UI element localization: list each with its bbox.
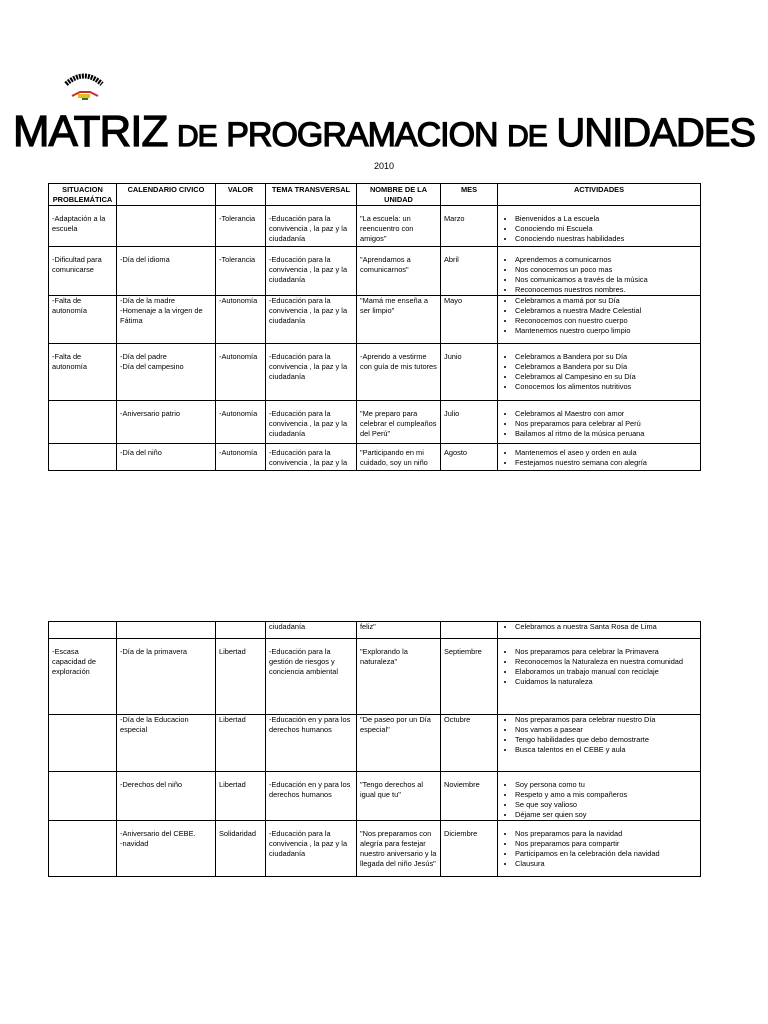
table-row bbox=[49, 206, 701, 247]
cell-unidad: "Explorando la naturaleza" bbox=[357, 639, 441, 715]
cell-situacion bbox=[49, 401, 117, 444]
activities-list bbox=[501, 715, 697, 755]
activity-item: • Nos preparamos para celebrar al Perú bbox=[515, 419, 697, 429]
cell-mes: Marzo bbox=[441, 206, 498, 247]
activity-item: • Bienvenidos a La escuela bbox=[515, 214, 697, 224]
cell-calendario: -Día del padre -Día del campesino bbox=[117, 344, 216, 401]
activity-item: • Nos preparamos para la navidad bbox=[515, 829, 697, 839]
cell-tema: -Educación para la convivencia , la paz y la ciudadanía bbox=[266, 344, 357, 401]
cell-unidad: -Aprendo a vestirme con guía de mis tutores bbox=[357, 344, 441, 401]
cell-mes: Diciembre bbox=[441, 821, 498, 877]
cell-calendario: -Día del idioma bbox=[117, 247, 216, 296]
title-word: MATRIZ bbox=[12, 107, 168, 156]
activity-item: • Clausura bbox=[515, 859, 697, 869]
cell-calendario: -Día de la Educacion especial bbox=[117, 715, 216, 772]
activities-list bbox=[501, 296, 697, 336]
activity-item: • Conocemos los alimentos nutritivos bbox=[515, 382, 697, 392]
activity-item: • Elaboramos un trabajo manual con reciclaje bbox=[515, 667, 697, 677]
cell-mes: Junio bbox=[441, 344, 498, 401]
title-word: PROGRAMACION bbox=[226, 116, 498, 154]
activity-item: • Participamos en la celebración dela navidad bbox=[515, 849, 697, 859]
activities-list bbox=[501, 622, 697, 632]
cell-mes: Octubre bbox=[441, 715, 498, 772]
cell-situacion: -Adaptación a la escuela bbox=[49, 206, 117, 247]
activity-item: • Aprendemos a comunicarnos bbox=[515, 255, 697, 265]
cell-actividades bbox=[498, 444, 701, 471]
activity-item: • Celebramos a Bandera por su Día bbox=[515, 362, 697, 372]
activities-list bbox=[501, 829, 697, 869]
cell-actividades bbox=[498, 247, 701, 296]
cell-tema: -Educación para la convivencia , la paz y la ciudadanía bbox=[266, 821, 357, 877]
activity-item: • Conociendo nuestras habilidades bbox=[515, 234, 697, 244]
cell-actividades bbox=[498, 622, 701, 639]
header-mes: MES bbox=[441, 184, 498, 206]
cell-tema: -Educación para la convivencia , la paz y la ciudadanía bbox=[266, 296, 357, 344]
cell-calendario: -Aniversario del CEBE. -navidad bbox=[117, 821, 216, 877]
cell-unidad: "Me preparo para celebrar el cumpleaños del Perú" bbox=[357, 401, 441, 444]
activity-item: • Celebramos a nuestra Santa Rosa de Lima bbox=[515, 622, 697, 632]
page-title bbox=[0, 107, 768, 157]
cell-actividades bbox=[498, 344, 701, 401]
table-row bbox=[49, 296, 701, 344]
activities-list bbox=[501, 255, 697, 295]
title-word: DE bbox=[507, 120, 547, 153]
activities-list bbox=[501, 214, 697, 244]
cell-actividades bbox=[498, 639, 701, 715]
cell-valor bbox=[216, 622, 266, 639]
activities-list bbox=[501, 647, 697, 687]
cell-situacion bbox=[49, 772, 117, 821]
cell-mes: Abril bbox=[441, 247, 498, 296]
activity-item: • Nos vamos a pasear bbox=[515, 725, 697, 735]
activity-item: • Nos conocemos un poco mas bbox=[515, 265, 697, 275]
cell-valor: -Tolerancia bbox=[216, 206, 266, 247]
cell-valor: Libertad bbox=[216, 715, 266, 772]
cell-situacion bbox=[49, 821, 117, 877]
activity-item: • Reconocemos nuestros nombres. bbox=[515, 285, 697, 295]
cell-calendario: -Aniversario patrio bbox=[117, 401, 216, 444]
cell-unidad: "Aprendamos a comunicarnos" bbox=[357, 247, 441, 296]
table-row bbox=[49, 444, 701, 471]
cell-tema: -Educación para la convivencia , la paz y la ciudadanía bbox=[266, 247, 357, 296]
table-row bbox=[49, 821, 701, 877]
cell-tema: ciudadanía bbox=[266, 622, 357, 639]
activity-item: • Bailamos al ritmo de la música peruana bbox=[515, 429, 697, 439]
school-logo-icon bbox=[60, 70, 108, 106]
cell-situacion bbox=[49, 444, 117, 471]
cell-actividades bbox=[498, 821, 701, 877]
activity-item: • Nos preparamos para celebrar nuestro Día bbox=[515, 715, 697, 725]
cell-situacion: -Falta de autonomía bbox=[49, 344, 117, 401]
cell-tema: -Educación en y para los derechos humanos bbox=[266, 772, 357, 821]
cell-mes: Mayo bbox=[441, 296, 498, 344]
cell-unidad: "Nos preparamos con alegría para festejar nuestro aniversario y la llegada del niño Jesús" bbox=[357, 821, 441, 877]
table-row bbox=[49, 401, 701, 444]
header-situacion: SITUACION PROBLEMÁTICA bbox=[49, 184, 117, 206]
title-word: DE bbox=[176, 120, 217, 153]
header-tema: TEMA TRANSVERSAL bbox=[266, 184, 357, 206]
cell-situacion: -Dificultad para comunicarse bbox=[49, 247, 117, 296]
activity-item: • Nos preparamos para compartir bbox=[515, 839, 697, 849]
cell-valor: Libertad bbox=[216, 772, 266, 821]
cell-mes bbox=[441, 622, 498, 639]
activity-item: • Celebramos a nuestra Madre Celestial bbox=[515, 306, 697, 316]
cell-valor: -Tolerancia bbox=[216, 247, 266, 296]
activity-item: • Reconocemos la Naturaleza en nuestra comunidad bbox=[515, 657, 697, 667]
activity-item: • Busca talentos en el CEBE y aula bbox=[515, 745, 697, 755]
cell-actividades bbox=[498, 401, 701, 444]
header-calendario: CALENDARIO CIVICO bbox=[117, 184, 216, 206]
cell-unidad: "La escuela: un reencuentro con amigos" bbox=[357, 206, 441, 247]
activities-list bbox=[501, 780, 697, 820]
cell-mes: Julio bbox=[441, 401, 498, 444]
activities-list bbox=[501, 409, 697, 439]
table-row bbox=[49, 639, 701, 715]
activities-list bbox=[501, 448, 697, 468]
cell-actividades bbox=[498, 296, 701, 344]
cell-valor: -Autonomía bbox=[216, 344, 266, 401]
cell-calendario: -Día de la madre -Homenaje a la virgen de Fátima bbox=[117, 296, 216, 344]
cell-mes: Noviembre bbox=[441, 772, 498, 821]
cell-valor: Solidaridad bbox=[216, 821, 266, 877]
activity-item: • Déjame ser quien soy bbox=[515, 810, 697, 820]
header-unidad: NOMBRE DE LA UNIDAD bbox=[357, 184, 441, 206]
activity-item: • Celebramos al Campesino en su Día bbox=[515, 372, 697, 382]
activity-item: • Celebramos a mamá por su Día bbox=[515, 296, 697, 306]
activity-item: • Mantenemos el aseo y orden en aula bbox=[515, 448, 697, 458]
table-row bbox=[49, 622, 701, 639]
cell-tema: -Educación para la convivencia , la paz y la ciudadanía bbox=[266, 206, 357, 247]
cell-actividades bbox=[498, 772, 701, 821]
cell-calendario: -Día de la primavera bbox=[117, 639, 216, 715]
cell-unidad: "Tengo derechos al igual que tu" bbox=[357, 772, 441, 821]
cell-situacion: -Escasa capacidad de exploración bbox=[49, 639, 117, 715]
activity-item: • Respeto y amo a mis compañeros bbox=[515, 790, 697, 800]
cell-tema: -Educación para la gestión de riesgos y conciencia ambiental bbox=[266, 639, 357, 715]
cell-mes: Septiembre bbox=[441, 639, 498, 715]
activity-item: • Se que soy valioso bbox=[515, 800, 697, 810]
activity-item: • Nos preparamos para celebrar la Primavera bbox=[515, 647, 697, 657]
table-row bbox=[49, 344, 701, 401]
cell-mes: Agosto bbox=[441, 444, 498, 471]
cell-actividades bbox=[498, 715, 701, 772]
table-row bbox=[49, 715, 701, 772]
activity-item: • Tengo habilidades que debo demostrarte bbox=[515, 735, 697, 745]
activity-item: • Mantenemos nuestro cuerpo limpio bbox=[515, 326, 697, 336]
cell-valor: Libertad bbox=[216, 639, 266, 715]
activity-item: • Nos comunicamos a través de la música bbox=[515, 275, 697, 285]
cell-valor: -Autonomía bbox=[216, 444, 266, 471]
cell-tema: -Educación para la convivencia , la paz y la bbox=[266, 444, 357, 471]
cell-actividades bbox=[498, 206, 701, 247]
cell-calendario bbox=[117, 206, 216, 247]
header-row bbox=[49, 184, 701, 206]
header-actividades: ACTIVIDADES bbox=[498, 184, 701, 206]
activity-item: • Festejamos nuestro semana con alegría bbox=[515, 458, 697, 468]
cell-tema: -Educación para la convivencia , la paz y la ciudadanía bbox=[266, 401, 357, 444]
header-valor: VALOR bbox=[216, 184, 266, 206]
cell-unidad: feliz" bbox=[357, 622, 441, 639]
cell-situacion bbox=[49, 622, 117, 639]
cell-calendario: -Día del niño bbox=[117, 444, 216, 471]
activity-item: • Celebramos al Maestro con amor bbox=[515, 409, 697, 419]
activity-item: • Reconocemos con nuestro cuerpo bbox=[515, 316, 697, 326]
activity-item: • Soy persona como tu bbox=[515, 780, 697, 790]
cell-situacion: -Falta de autonomía bbox=[49, 296, 117, 344]
cell-valor: -Autonomía bbox=[216, 296, 266, 344]
cell-unidad: "De paseo por un Día especial" bbox=[357, 715, 441, 772]
activities-list bbox=[501, 352, 697, 392]
activity-item: • Conociendo mi Escuela bbox=[515, 224, 697, 234]
program-table-page2 bbox=[48, 621, 701, 877]
activity-item: • Celebramos a Bandera por su Día bbox=[515, 352, 697, 362]
cell-valor: -Autonomía bbox=[216, 401, 266, 444]
cell-calendario bbox=[117, 622, 216, 639]
year-label: 2010 bbox=[373, 161, 395, 171]
cell-tema: -Educación en y para los derechos humanos bbox=[266, 715, 357, 772]
table-row bbox=[49, 772, 701, 821]
cell-unidad: "Participando en mi cuidado, soy un niño bbox=[357, 444, 441, 471]
activity-item: • Cuidamos la naturaleza bbox=[515, 677, 697, 687]
program-table-page1 bbox=[48, 183, 701, 471]
cell-calendario: -Derechos del niño bbox=[117, 772, 216, 821]
table-row bbox=[49, 247, 701, 296]
title-word: UNIDADES bbox=[556, 111, 756, 155]
cell-situacion bbox=[49, 715, 117, 772]
cell-unidad: "Mamá me enseña a ser limpio" bbox=[357, 296, 441, 344]
